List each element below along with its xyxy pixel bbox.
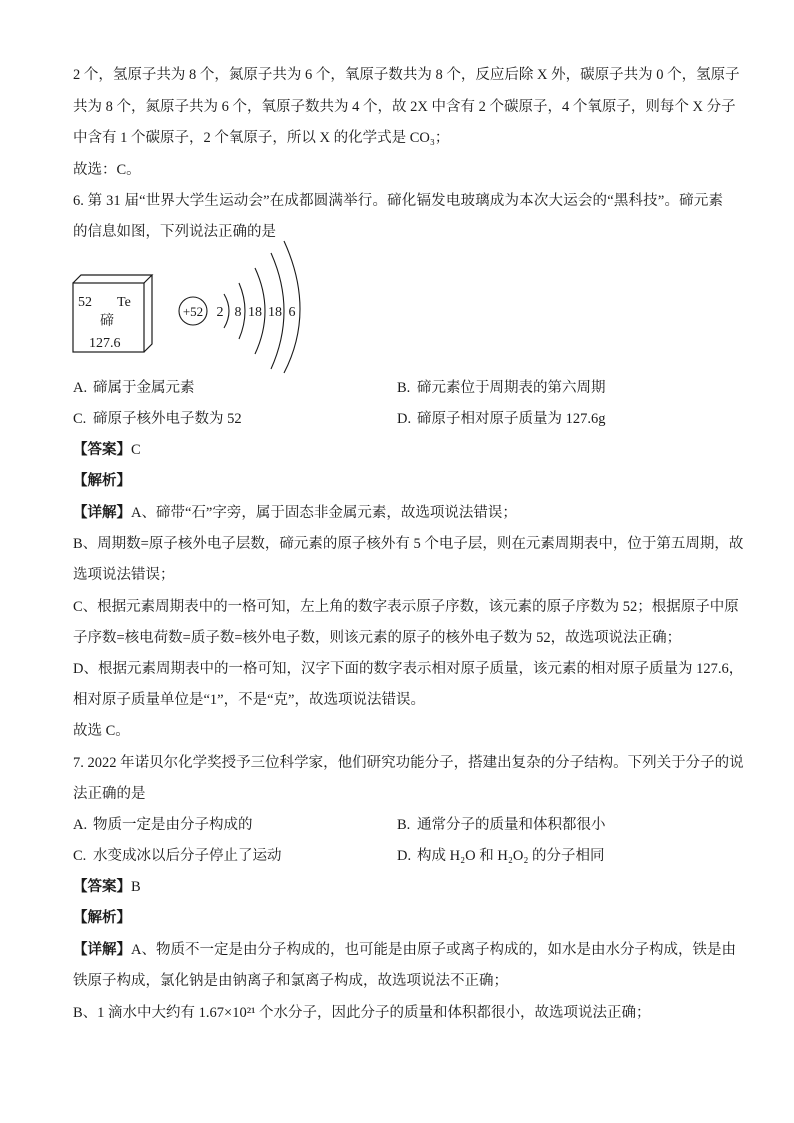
- q7-stem-line: 7. 2022 年诺贝尔化学奖授予三位科学家，他们研究功能分子，搭建出复杂的分子结构。下列关于分子的说: [73, 755, 744, 771]
- shell-electron-count: 18: [268, 305, 282, 320]
- analysis-label: 【解析】: [73, 910, 131, 926]
- q6-detail-line: [73, 498, 723, 529]
- q6-detail-line: D、根据元素周期表中的一格可知，汉字下面的数字表示相对原子质量，该元素的相对原子质量为 127.6，: [73, 661, 744, 677]
- q6-analysis-heading: [73, 466, 723, 497]
- q6-option-a: [73, 373, 393, 404]
- shell-electron-count: 6: [288, 305, 296, 320]
- electron-shell-arc: [224, 294, 229, 328]
- answer-label: 【答案】: [73, 442, 131, 458]
- nucleus-charge: +52: [182, 304, 204, 319]
- q6-option-d: [397, 404, 717, 435]
- q6-detail-line: C、根据元素周期表中的一格可知，左上角的数字表示原子序数，该元素的原子序数为 52；根据原子中原: [73, 599, 739, 615]
- q7-detail-line: B、1 滴水中大约有 1.67×10²¹ 个水分子，因此分子的质量和体积都很小，故选项说法正确；: [73, 1005, 651, 1021]
- q6-stem-line: 的信息如图，下列说法正确的是: [73, 224, 276, 240]
- element-atomic-mass: 127.6: [89, 336, 121, 351]
- q5-text-line: 2 个，氢原子共为 8 个，氮原子共为 6 个，氧原子数共为 8 个，反应后除 X 外，碳原子共为 0 个，氢原子: [73, 67, 740, 83]
- option-letter: A.: [73, 380, 88, 396]
- shell-electron-count: 8: [234, 305, 242, 320]
- detail-text: A、碲带“石”字旁，属于固态非金属元素，故选项说法错误；: [131, 505, 517, 521]
- q6-option-c: [73, 404, 393, 435]
- answer-value: C: [131, 442, 141, 458]
- q7-option-c: [73, 841, 393, 872]
- analysis-label: 【解析】: [73, 473, 131, 489]
- shell-electron-count: 2: [216, 305, 224, 320]
- option-letter: A.: [73, 817, 88, 833]
- shell-electron-count: 18: [248, 305, 262, 320]
- option-text: 碲元素位于周期表的第六周期: [417, 380, 606, 396]
- q7-detail-line: [73, 935, 736, 966]
- option-text: 通常分子的质量和体积都很小: [417, 817, 606, 833]
- q7-option-d: [397, 841, 717, 872]
- q6-conclusion: 故选 C。: [73, 723, 130, 739]
- option-letter: C.: [73, 411, 87, 427]
- answer-label: 【答案】: [73, 879, 131, 895]
- detail-label: 【详解】: [73, 505, 131, 521]
- option-letter: C.: [73, 848, 87, 864]
- option-text: 碲属于金属元素: [93, 380, 195, 396]
- option-letter: B.: [397, 380, 411, 396]
- element-card-top: [73, 275, 152, 283]
- q6-detail-line: 选项说法错误；: [73, 567, 175, 583]
- option-letter: D.: [397, 411, 412, 427]
- option-letter: B.: [397, 817, 411, 833]
- element-name: 碲: [100, 314, 114, 329]
- q6-detail-line: B、周期数=原子核外电子层数，碲元素的原子核外有 5 个电子层，则在元素周期表中，位于第五周期，故: [73, 536, 744, 552]
- tellurium-figure: [60, 238, 310, 378]
- q6-detail-line: 相对原子质量单位是“1”，不是“克”，故选项说法错误。: [73, 692, 425, 708]
- q6-answer: [73, 435, 723, 466]
- q7-stem-line: 法正确的是: [73, 786, 146, 802]
- option-text: 物质一定是由分子构成的: [93, 817, 253, 833]
- option-text: 水变成冰以后分子停止了运动: [93, 848, 282, 864]
- option-text: 碲原子相对原子质量为 127.6g: [417, 411, 606, 427]
- q7-option-a: [73, 810, 393, 841]
- option-text: 构成 H₂O 和 H₂O₂ 的分子相同: [417, 848, 605, 864]
- q5-text-line: 共为 8 个，氮原子共为 6 个，氧原子数共为 4 个，故 2X 中含有 2 个碳原子，4 个氧原子，则每个 X 分子: [73, 99, 736, 115]
- q6-stem-line: 6. 第 31 届“世界大学生运动会”在成都圆满举行。碲化镉发电玻璃成为本次大运会的“黑科技”。碲元素: [73, 193, 723, 209]
- answer-value: B: [131, 879, 141, 895]
- element-symbol: Te: [117, 295, 131, 310]
- option-letter: D.: [397, 848, 412, 864]
- element-card-side: [144, 275, 152, 352]
- q7-option-b: [397, 810, 717, 841]
- q7-answer: [73, 872, 723, 903]
- q7-detail-line: 铁原子构成，氯化钠是由钠离子和氯离子构成，故选项说法不正确；: [73, 973, 508, 989]
- q5-conclusion: 故选：C。: [73, 162, 141, 178]
- element-atomic-number: 52: [78, 295, 92, 310]
- detail-text: A、物质不一定是由分子构成的，也可能是由原子或离子构成的，如水是由水分子构成，铁是由: [131, 942, 736, 958]
- q6-option-b: [397, 373, 717, 404]
- q7-analysis-heading: [73, 903, 723, 934]
- q5-text-line: 中含有 1 个碳原子，2 个氧原子，所以 X 的化学式是 CO₃；: [73, 130, 450, 146]
- detail-label: 【详解】: [73, 942, 131, 958]
- option-text: 碲原子核外电子数为 52: [93, 411, 242, 427]
- q6-detail-line: 子序数=核电荷数=质子数=核外电子数，则该元素的原子的核外电子数为 52，故选项说法正确；: [73, 630, 682, 646]
